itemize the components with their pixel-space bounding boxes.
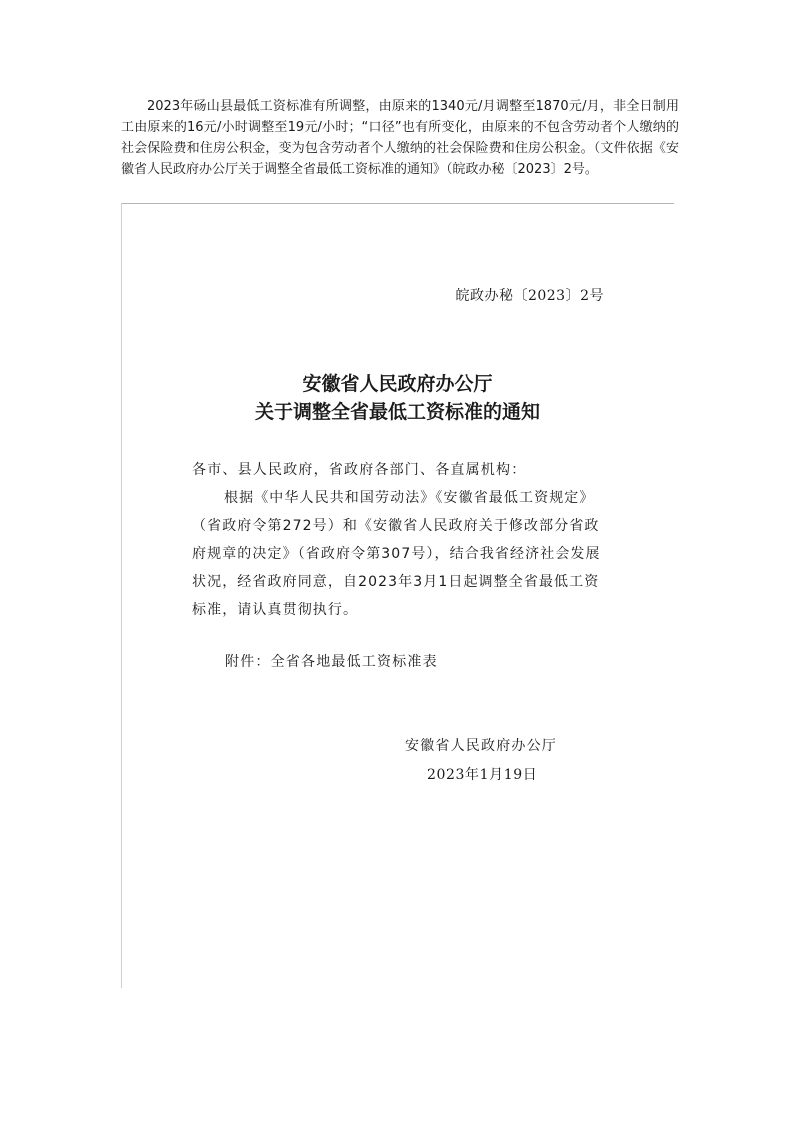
top-border <box>121 203 674 204</box>
intro-text: 2023年砀山县最低工资标准有所调整，由原来的1340元/月调整至1870元/月，非全日制用工由原来的16元/小时调整至19元/小时；“口径”也有所变化，由原来的不包含劳动者个人缴纳的社会保险费和住房公积金，变为包含劳动者个人缴纳的社会保险费和住房公积金。（文件依据《安徽省人民政府办公厅关于调整全省最低工资标准的通知》（皖政办秘〔2023〕2号。 <box>121 99 679 177</box>
intro-paragraph <box>121 96 679 180</box>
notice-title-line1: 安徽省人民政府办公厅 <box>302 373 493 395</box>
embedded-notice-image <box>121 203 674 988</box>
addressee: 各市、县人民政府，省政府各部门、各直属机构： <box>192 462 527 478</box>
notice-body <box>192 484 612 624</box>
document-number: 皖政办秘〔2023〕2号 <box>455 288 604 304</box>
notice-title-line2: 关于调整全省最低工资标准的通知 <box>254 401 540 423</box>
signer: 安徽省人民政府办公厅 <box>405 738 557 754</box>
attachment-line: 附件：全省各地最低工资标准表 <box>225 654 438 670</box>
left-border <box>121 203 122 988</box>
notice-body-text: 根据《中华人民共和国劳动法》《安徽省最低工资规定》（省政府令第272号）和《安徽省人民政府关于修改部分省政府规章的决定》（省政府令第307号），结合我省经济社会发展状况，经省政府同意，自2023年3月1日起调整全省最低工资标准，请认真贯彻执行。 <box>192 490 601 618</box>
signing-date: 2023年1月19日 <box>427 767 538 783</box>
